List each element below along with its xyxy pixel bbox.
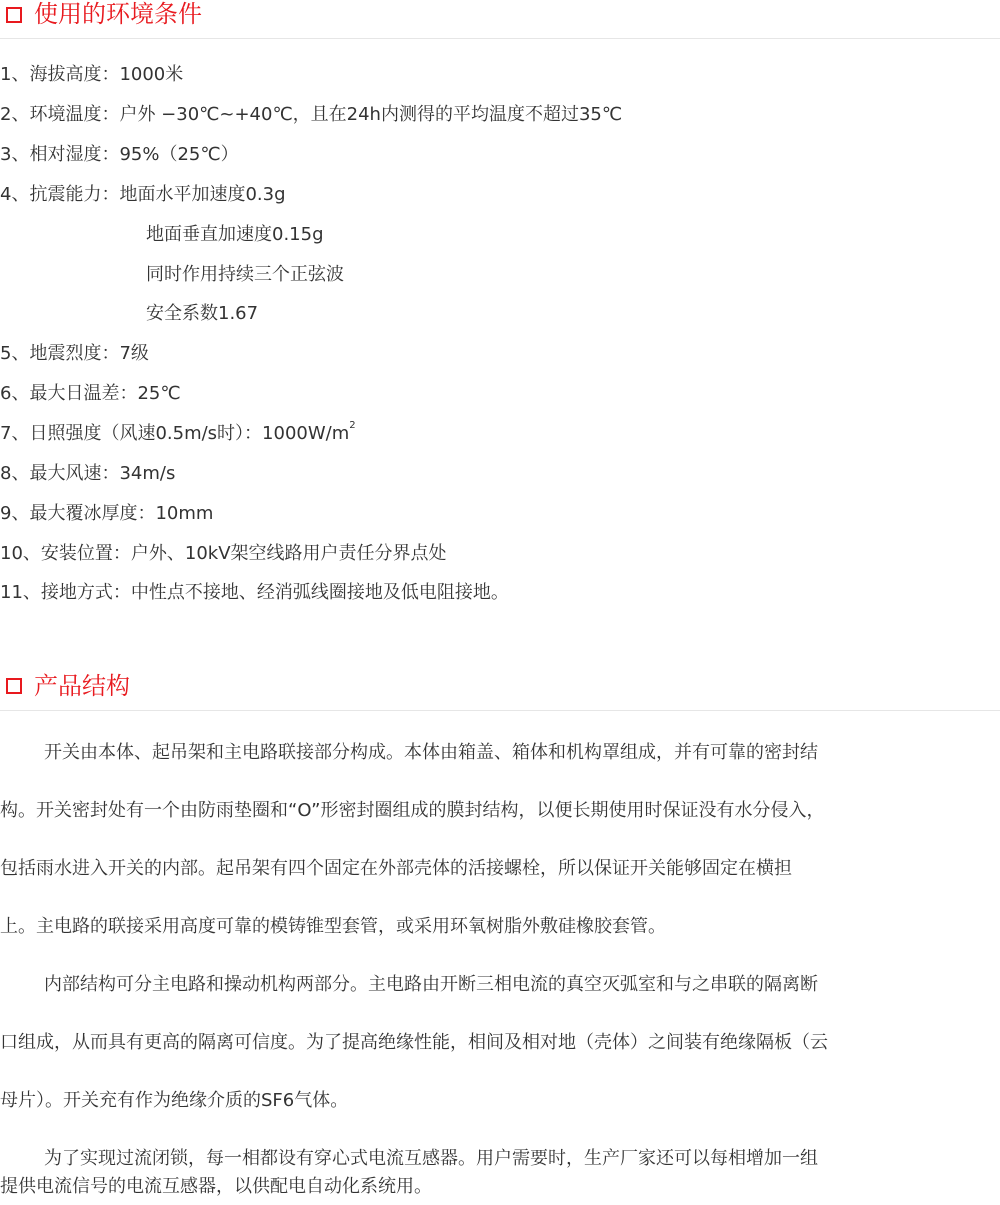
- paragraph-line: 内部结构可分主电路和操动机构两部分。主电路由开断三相电流的真空灭弧室和与之串联的隔离断: [44, 974, 818, 995]
- paragraph: [0, 1168, 1000, 1205]
- list-item: 5、地震烈度：7级: [0, 343, 149, 364]
- section-structure: [0, 664, 1000, 711]
- section-header: [0, 664, 1000, 711]
- paragraph-line: 为了实现过流闭锁，每一相都设有穿心式电流互感器。用户需要时，生产厂家还可以每相增加一组: [44, 1148, 818, 1169]
- paragraph: [0, 956, 1000, 1130]
- paragraph-line: 提供电流信号的电流互感器，以供配电自动化系统用。: [0, 1176, 432, 1197]
- list-item: 3、相对湿度：95%（25℃）: [0, 144, 239, 165]
- paragraph-line: 开关由本体、起吊架和主电路联接部分构成。本体由箱盖、箱体和机构罩组成，并有可靠的密封结: [44, 742, 818, 763]
- paragraph-line: 口组成，从而具有更高的隔离可信度。为了提高绝缘性能，相间及相对地（壳体）之间装有绝缘隔板（云: [0, 1032, 828, 1053]
- list-item: [0, 414, 356, 454]
- section-title: 产品结构: [34, 672, 130, 700]
- list-item: 6、最大日温差：25℃: [0, 383, 181, 404]
- paragraph-line: 构。开关密封处有一个由防雨垫圈和“O”形密封圈组成的膜封结构，以便长期使用时保证没有水分侵入，: [0, 800, 825, 821]
- list-item: 11、接地方式：中性点不接地、经消弧线圈接地及低电阻接地。: [0, 582, 509, 603]
- section-header: [0, 0, 1000, 39]
- list-item: 9、最大覆冰厚度：10mm: [0, 503, 214, 524]
- section-title: 使用的环境条件: [34, 0, 202, 28]
- list-item-text: 7、日照强度（风速0.5m/s时）：1000W/m: [0, 423, 350, 444]
- paragraph-line: 上。主电路的联接采用高度可靠的模铸锥型套管，或采用环氧树脂外敷硅橡胶套管。: [0, 916, 666, 937]
- square-bullet-icon: [6, 7, 22, 23]
- list-item: 2、环境温度：户外 −30℃~+40℃，且在24h内测得的平均温度不超过35℃: [0, 104, 623, 125]
- list-item: 1、海拔高度：1000米: [0, 64, 184, 85]
- superscript: 2: [349, 420, 356, 431]
- list-item: 4、抗震能力：地面水平加速度0.3g: [0, 184, 286, 205]
- list-item: 10、安装位置：户外、10kV架空线路用户责任分界点处: [0, 543, 447, 564]
- list-item: 8、最大风速：34m/s: [0, 463, 176, 484]
- list-item: 同时作用持续三个正弦波: [146, 264, 344, 285]
- paragraph-line: 母片）。开关充有作为绝缘介质的SF6气体。: [0, 1090, 349, 1111]
- square-bullet-icon: [6, 678, 22, 694]
- paragraph: [0, 724, 1000, 956]
- list-item: 安全系数1.67: [146, 303, 259, 324]
- list-item: 地面垂直加速度0.15g: [146, 224, 324, 245]
- paragraph-line: 包括雨水进入开关的内部。起吊架有四个固定在外部壳体的活接螺栓，所以保证开关能够固定在横担: [0, 858, 792, 879]
